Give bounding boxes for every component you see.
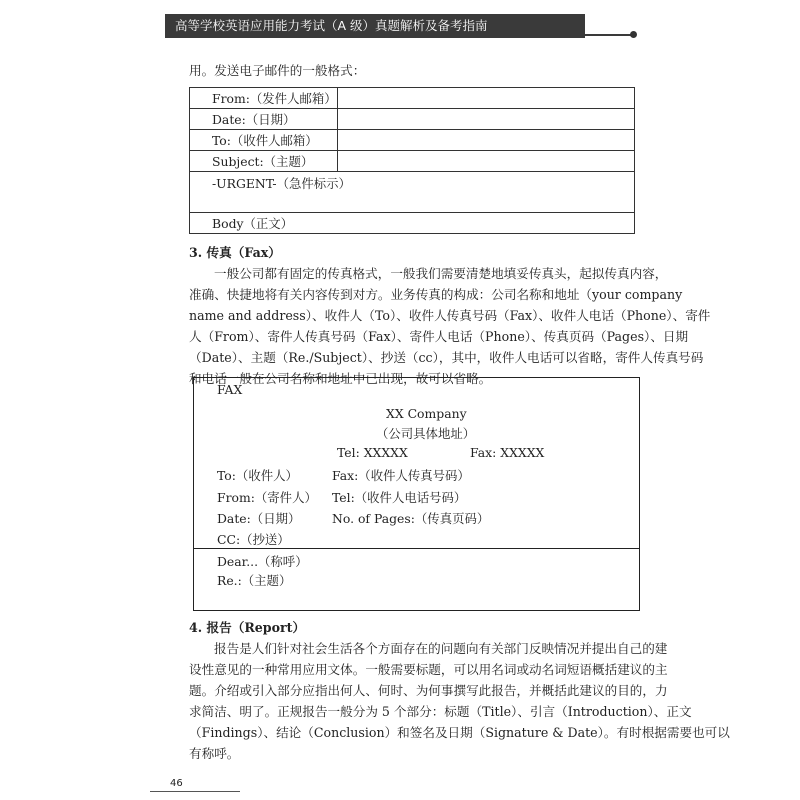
section-4-line-6: 有称呼。 [189,746,240,761]
email-from-cell: From:（发件人邮箱） [190,88,338,109]
table-row [190,151,635,172]
email-format-table [189,87,635,234]
section-4-line-4: 求简洁、明了。正规报告一般分为 5 个部分：标题（Title）、引言（Introduction）、正文 [189,704,692,719]
email-urgent-cell: -URGENT-（急件标示） [190,172,635,213]
fax-company-fax: Fax: XXXXX [470,445,545,460]
section-3-line-3: name and address）、收件人（To）、收件人传真号码（Fax）、收件人电话（Phone）、寄件 [189,308,711,323]
section-4-line-2: 设性意见的一种常用应用文体。一般需要标题，可以用名词或动名词短语概括建议的主 [189,662,668,677]
section-3-line-6: 和电话一般在公司名称和地址中已出现，故可以省略。 [189,371,492,386]
footer-rule [150,791,240,792]
section-3-line-2: 准确、快捷地将有关内容传到对方。业务传真的构成：公司名称和地址（your company [189,287,683,302]
fax-divider [194,548,639,549]
section-3-heading: 3. 传真（Fax） [189,245,281,260]
fax-cc-field: CC:（抄送） [217,532,290,547]
email-from-value [337,88,634,109]
email-subject-cell: Subject:（主题） [190,151,338,172]
fax-company-name: XX Company [386,406,467,421]
email-date-cell: Date:（日期） [190,109,338,130]
table-row [190,172,635,213]
fax-recipient-fax-field: Fax:（收件人传真号码） [332,468,470,483]
fax-company-tel: Tel: XXXXX [337,445,408,460]
email-to-value [337,130,634,151]
email-to-cell: To:（收件人邮箱） [190,130,338,151]
table-row [190,109,635,130]
email-subject-value [337,151,634,172]
intro-line: 用。发送电子邮件的一般格式： [189,63,366,78]
page-number: 46 [170,778,183,789]
fax-title: FAX [217,382,243,397]
fax-dear-field: Dear...（称呼） [217,554,308,569]
fax-from-field: From:（寄件人） [217,490,317,505]
fax-pages-field: No. of Pages:（传真页码） [332,511,490,526]
fax-re-field: Re.:（主题） [217,573,292,588]
section-3-line-1: 一般公司都有固定的传真格式，一般我们需要清楚地填妥传真头，起拟传真内容， [214,266,668,281]
header-rule [583,34,635,36]
section-4-heading: 4. 报告（Report） [189,620,306,635]
table-row [190,88,635,109]
table-row [190,213,635,234]
section-3-line-4: 人（From）、寄件人传真号码（Fax）、寄件人电话（Phone）、传真页码（Pages）、日期 [189,329,689,344]
fax-format-box [193,377,640,611]
section-4-line-5: （Findings）、结论（Conclusion）和签名及日期（Signature & Date）。有时根据需要也可以 [189,725,730,740]
email-date-value [337,109,634,130]
email-body-cell: Body（正文） [190,213,635,234]
fax-company-address: （公司具体地址） [376,426,476,441]
header-dot-ornament [630,31,637,38]
fax-recipient-tel-field: Tel:（收件人电话号码） [332,490,467,505]
section-4-line-3: 题。介绍或引入部分应指出何人、何时、为何事撰写此报告，并概括此建议的目的，力 [189,683,668,698]
fax-to-field: To:（收件人） [217,468,298,483]
table-row [190,130,635,151]
fax-date-field: Date:（日期） [217,511,301,526]
section-3-line-5: （Date）、主题（Re./Subject）、抄送（cc），其中，收件人电话可以省略，寄件人传真号码 [189,350,704,365]
running-header: 高等学校英语应用能力考试（A 级）真题解析及备考指南 [165,14,585,38]
section-4-line-1: 报告是人们针对社会生活各个方面存在的问题向有关部门反映情况并提出自己的建 [214,641,668,656]
